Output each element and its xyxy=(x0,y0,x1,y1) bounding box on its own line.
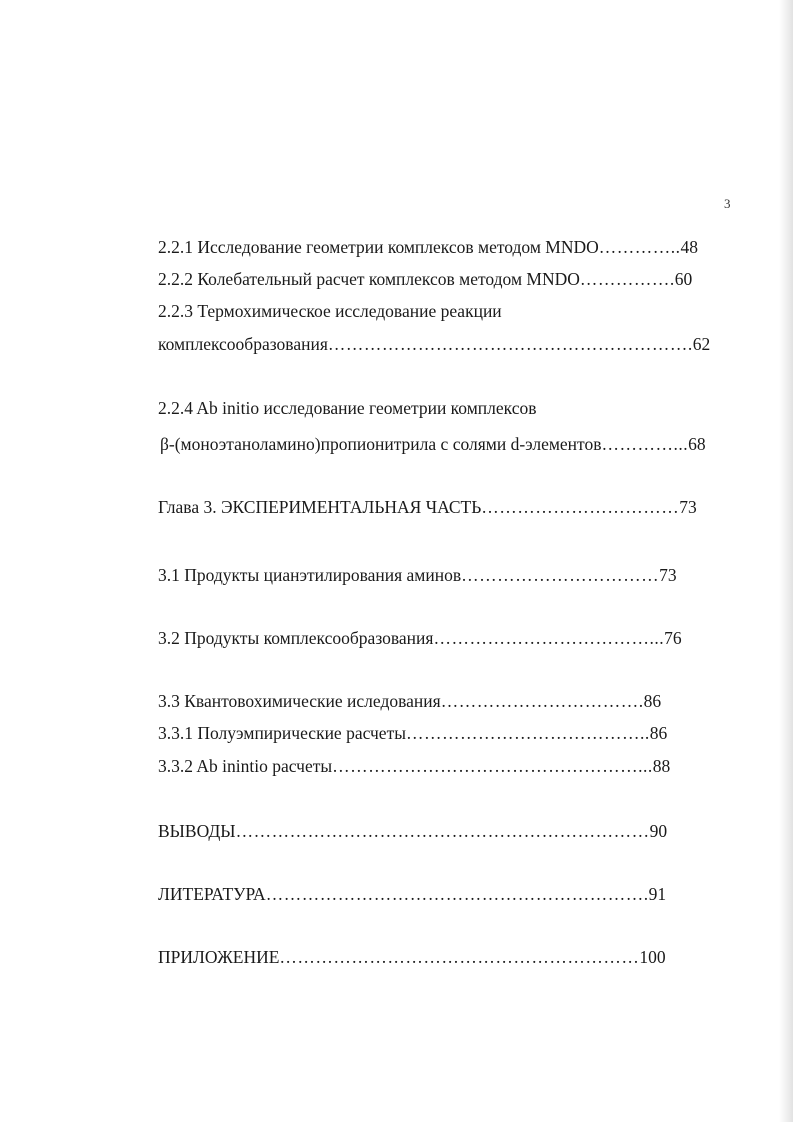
toc-entry-3-1 xyxy=(158,564,732,586)
toc-page: 73 xyxy=(679,497,697,517)
toc-page: 91 xyxy=(648,884,667,904)
toc-dots: …………………………… xyxy=(481,497,680,517)
toc-label: 2.2.1 Исследование геометрии комплексов методом MNDO xyxy=(158,237,599,257)
toc-entry-references xyxy=(158,883,730,905)
toc-label: 3.3 Квантовохимические иследования xyxy=(158,691,441,711)
toc-label: 3.3.2 Ab inintio расчеты xyxy=(158,756,333,776)
toc-label: ЛИТЕРАТУРА xyxy=(158,884,266,904)
toc-dots: ………………………………………………………. xyxy=(265,884,649,904)
toc-dots: ……………………………. xyxy=(440,691,644,711)
toc-entry-2-2-2 xyxy=(158,268,724,290)
toc-entry-3-2 xyxy=(158,627,734,649)
toc-entry-appendix xyxy=(158,946,728,968)
toc-label: ПРИЛОЖЕНИЕ xyxy=(158,947,280,967)
scan-edge-shadow xyxy=(779,0,793,1122)
toc-dots: …………………………………………………………… xyxy=(235,821,650,841)
toc-page: 86 xyxy=(649,723,668,743)
toc-label: комплексообразования xyxy=(158,334,328,354)
toc-dots: ………………………………... xyxy=(433,628,665,648)
toc-entry-2-2-1 xyxy=(158,236,718,258)
toc-entry-3-3-1 xyxy=(158,722,730,744)
page-number: 3 xyxy=(724,196,731,211)
toc-heading-2-2-3: 2.2.3 Термохимическое исследование реакции xyxy=(158,301,502,321)
toc-page: 100 xyxy=(639,947,666,967)
toc-page: 90 xyxy=(649,821,668,841)
toc-heading-2-2-4: 2.2.4 Ab initio исследование геометрии комплексов xyxy=(158,398,537,418)
toc-page: 68 xyxy=(688,434,706,454)
toc-entry-chapter-3 xyxy=(158,496,732,518)
toc-label: 3.1 Продукты цианэтилирования аминов xyxy=(158,565,462,585)
toc-page: 60 xyxy=(674,269,693,289)
toc-dots: ……………. xyxy=(579,269,675,289)
toc-label: 3.2 Продукты комплексообразования xyxy=(158,628,434,648)
toc-page: 88 xyxy=(652,756,671,776)
toc-dots: ……………………………………………... xyxy=(332,756,653,776)
toc-entry-conclusions xyxy=(158,820,730,842)
toc-page: 62 xyxy=(692,334,711,354)
toc-label: β-(моноэтаноламино)пропионитрила с солями d-элементов xyxy=(160,434,602,454)
toc-dots: …………………………… xyxy=(461,565,660,585)
toc-dots: …………... xyxy=(601,434,689,454)
toc-label: ВЫВОДЫ xyxy=(158,821,236,841)
toc-page: 48 xyxy=(680,237,699,257)
toc-page: 86 xyxy=(643,691,662,711)
toc-entry-3-3-2 xyxy=(158,755,730,777)
toc-entry-2-2-3 xyxy=(158,333,730,355)
toc-dots: ………….. xyxy=(598,237,681,257)
toc-dots: ………………………………….. xyxy=(405,723,650,743)
toc-entry-3-3 xyxy=(158,690,730,712)
toc-label: 2.2.2 Колебательный расчет комплексов методом MNDO xyxy=(158,269,580,289)
toc-label: 3.3.1 Полуэмпирические расчеты xyxy=(158,723,406,743)
toc-entry-2-2-4 xyxy=(160,433,732,455)
toc-dots: ……………………………………………………. xyxy=(327,334,693,354)
toc-dots: …………………………………………………… xyxy=(279,947,640,967)
toc-page: 73 xyxy=(659,565,677,585)
toc-page: 76 xyxy=(664,628,682,648)
toc-label: Глава 3. ЭКСПЕРИМЕНТАЛЬНАЯ ЧАСТЬ xyxy=(158,497,482,517)
